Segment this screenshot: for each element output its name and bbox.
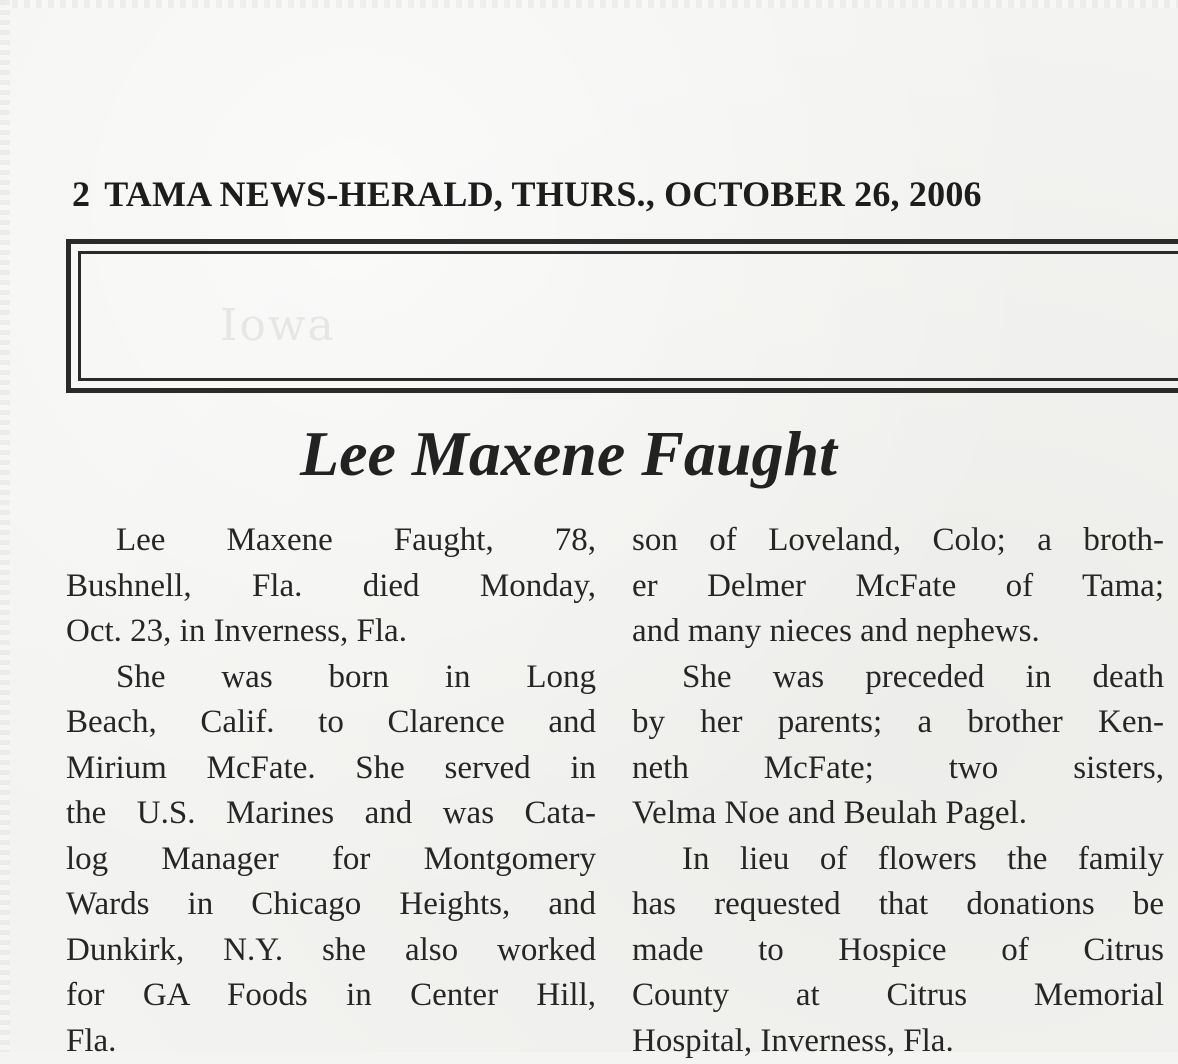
text-line: son of Loveland, Colo; a broth- (632, 518, 1164, 564)
text-line: Oct. 23, in Inverness, Fla. (66, 609, 596, 655)
text-line: log Manager for Montgomery (66, 837, 596, 883)
text-line: neth McFate; two sisters, (632, 746, 1164, 792)
text-line: Hospital, Inverness, Fla. (632, 1019, 1164, 1064)
obituary-title: Lee Maxene Faught (300, 422, 837, 486)
text-line: by her parents; a brother Ken- (632, 700, 1164, 746)
page-header (72, 176, 982, 212)
text-line: County at Citrus Memorial (632, 973, 1164, 1019)
text-line: In lieu of flowers the family (632, 837, 1164, 883)
text-line: and many nieces and nephews. (632, 609, 1164, 655)
banner-bleedthrough-text: Iowa (220, 300, 336, 351)
text-line: for GA Foods in Center Hill, (66, 973, 596, 1019)
text-line: Mirium McFate. She served in (66, 746, 596, 792)
text-line: has requested that donations be (632, 882, 1164, 928)
text-line: Dunkirk, N.Y. she also worked (66, 928, 596, 974)
text-line: er Delmer McFate of Tama; (632, 564, 1164, 610)
right-column (632, 518, 1164, 1064)
masthead-line: TAMA NEWS-HERALD, THURS., OCTOBER 26, 2006 (104, 174, 982, 214)
text-line: She was preceded in death (632, 655, 1164, 701)
torn-left-edge (0, 0, 10, 1052)
page-number: 2 (72, 174, 90, 214)
text-line: Wards in Chicago Heights, and (66, 882, 596, 928)
text-line: Lee Maxene Faught, 78, (66, 518, 596, 564)
left-column (66, 518, 596, 1064)
text-line: Bushnell, Fla. died Monday, (66, 564, 596, 610)
torn-top-edge (0, 0, 1178, 8)
text-line: made to Hospice of Citrus (632, 928, 1164, 974)
text-line: She was born in Long (66, 655, 596, 701)
text-line: the U.S. Marines and was Cata- (66, 791, 596, 837)
text-line: Beach, Calif. to Clarence and (66, 700, 596, 746)
text-line: Fla. (66, 1019, 596, 1064)
text-line: Velma Noe and Beulah Pagel. (632, 791, 1164, 837)
